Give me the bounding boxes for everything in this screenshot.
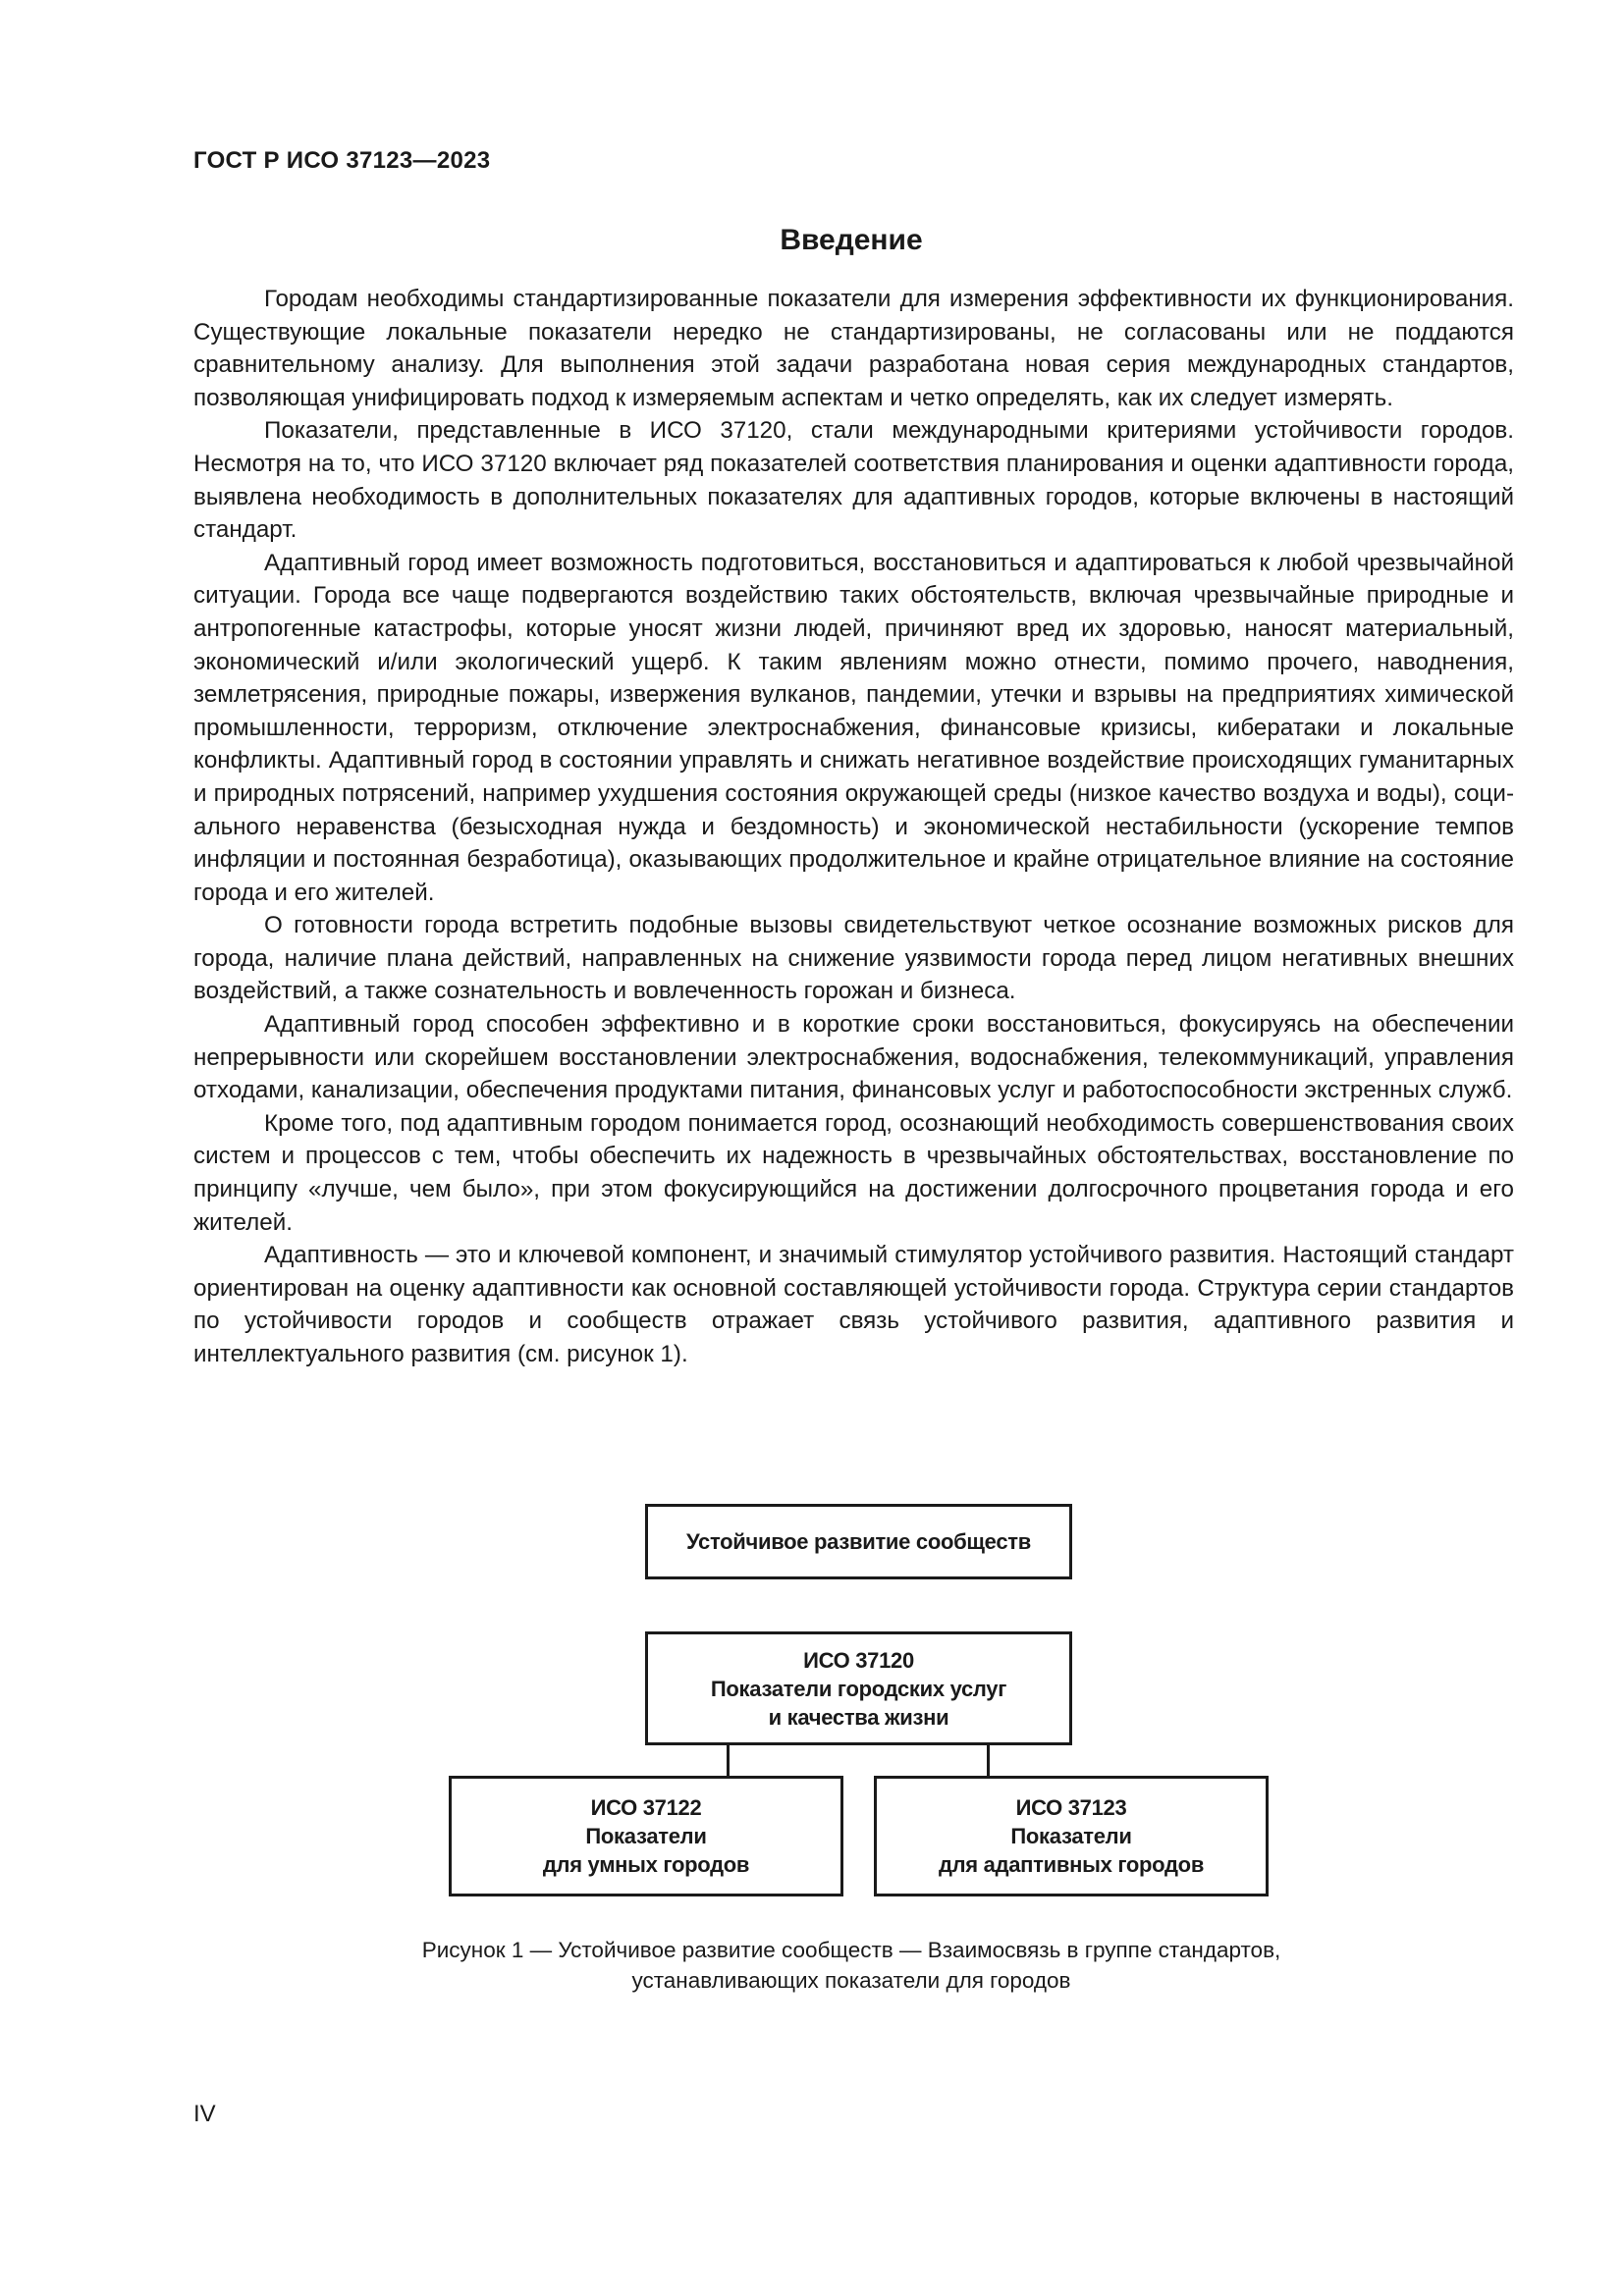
box-sustainable-development bbox=[645, 1504, 1072, 1579]
paragraph: Городам необходимы стандартизированные показатели для измерения эффективности их функционирования. Существующие локальные показатели нередко не стандартизированы, не согласованы или не поддаются сравнительному анализу. Для выполнения этой задачи разработана новая серия международных стандартов, позволяющая унифицировать подход к измеряемым аспектам и четко определять, как их следует измерять. bbox=[193, 286, 1514, 411]
section-title: Введение bbox=[780, 224, 923, 256]
paragraph: Адаптивный город способен эффективно и в короткие сроки восстановиться, фокусируясь на обеспечении непрерывности или скорейшем восстановлении электроснабжения, водоснабжения, телекоммуникаций, управления отходами, канализации, обеспечения продуктами питания, финансовых услуг и работоспособности экстренных служб. bbox=[193, 1011, 1514, 1104]
paragraph: Адаптивный город имеет возможность подготовиться, восстановиться и адаптироваться к любой чрезвычайной ситуации. Города все чаще подвергаются воздействию таких обстоятельств, включая чрезвычайные природные и антропогенные катастрофы, которые уносят жизни людей, причиняют вред их здоровью, наносят материальный, экономический и/или экологический ущерб. К таким явлениям можно отнести, помимо прочего, наводнения, землетрясения, природные пожары, извержения вулканов, пандемии, утечки и взрывы на предприятиях химической промышленности, терроризм, отключение электроснабжения, финансовые кризисы, кибератаки и локальные конфликты. Адаптивный город в состоянии управлять и снижать негативное воздействие происходящих гуманитарных и природных потрясений, например ухудшения состояния окружающей среды (низкое качество воздуха и воды), социального неравенства (безысходная нужда и бездомность) и экономической нестабильности (ускорение темпов инфляции и постоянная безработица), оказывающих продолжительное и крайне отрицательное влияние на состояние города и его жителей. bbox=[193, 549, 1514, 906]
box-label: Показатели городских услуг bbox=[710, 1676, 1007, 1701]
box-label: для адаптивных городов bbox=[938, 1852, 1205, 1877]
box-label: Устойчивое развитие сообществ bbox=[686, 1529, 1031, 1554]
box-label: ИСО 37120 bbox=[803, 1647, 914, 1673]
box-iso-37122 bbox=[449, 1776, 843, 1896]
connector-line bbox=[987, 1744, 990, 1778]
paragraph: Адаптивность — это и ключевой компонент, и значимый стимулятор устойчивого развития. Настоящий стандарт ориентирован на оценку адаптивности как основной составляющей устойчивости города. Структура серии стандартов по устойчивости городов и сообществ отражает связь устойчивого развития, адаптивного развития и интеллектуального развития (см. рисунок 1). bbox=[193, 1242, 1514, 1367]
paragraph: О готовности города встретить подобные вызовы свидетельствуют четкое осознание возможных рисков для города, наличие плана действий, направленных на снижение уязвимости города перед лицом негативных внешних воздействий, а также сознательность и вовлеченность горожан и бизнеса. bbox=[193, 912, 1514, 1005]
connector-line bbox=[727, 1744, 730, 1778]
document-code-header: ГОСТ Р ИСО 37123—2023 bbox=[193, 147, 491, 174]
box-label: ИСО 37123 bbox=[1015, 1795, 1127, 1820]
box-iso-37123 bbox=[874, 1776, 1269, 1896]
figure-caption bbox=[0, 1935, 1624, 1996]
introduction-body bbox=[193, 283, 1514, 1371]
paragraph: Показатели, представленные в ИСО 37120, стали международными критериями устойчивости городов. Несмотря на то, что ИСО 37120 включает ряд показателей соответствия планирования и оценки адаптивности города, выявлена необходимость в дополнительных показателях для адаптивных городов, которые включены в настоящий стандарт. bbox=[193, 417, 1514, 544]
box-label: ИСО 37122 bbox=[590, 1795, 702, 1820]
caption-line: устанавливающих показатели для городов bbox=[631, 1968, 1071, 1993]
box-label: для умных городов bbox=[542, 1852, 750, 1877]
paragraph: Кроме того, под адаптивным городом понимается город, осознающий необходимость совершенствования своих систем и процессов с тем, чтобы обеспечить их надежность в чрезвычайных обстоятельствах, восстановление по принципу «лучше, чем было», при этом фокусирующийся на достижении долгосрочного процветания города и его жителей. bbox=[193, 1109, 1514, 1236]
page-number: IV bbox=[193, 2101, 216, 2127]
box-label: Показатели bbox=[585, 1824, 707, 1848]
box-label: и качества жизни bbox=[768, 1704, 949, 1730]
caption-line: Рисунок 1 — Устойчивое развитие сообществ — Взаимосвязь в группе стандартов, bbox=[421, 1938, 1281, 1962]
box-iso-37120 bbox=[645, 1631, 1072, 1745]
box-label: Показатели bbox=[1010, 1824, 1132, 1848]
